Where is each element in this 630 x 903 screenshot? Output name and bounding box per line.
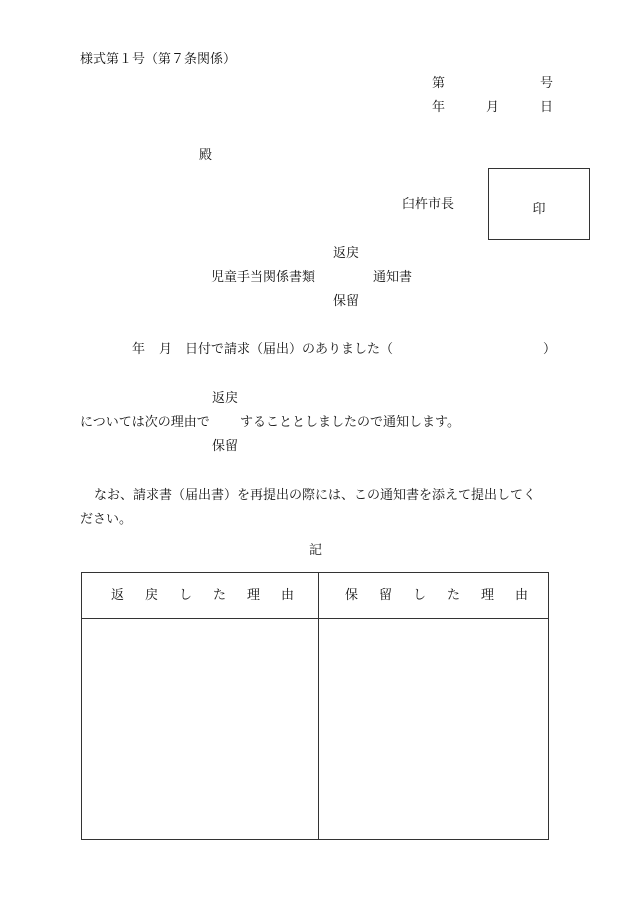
date-month-label: 月 [486, 100, 500, 115]
heading-main: 児童手当関係書類 [211, 270, 316, 285]
return-reason-cell[interactable] [82, 619, 318, 839]
document-number-suffix: 号 [540, 76, 554, 91]
date-day-label: 日 [540, 100, 554, 115]
body-reason-suffix: することとしましたので通知します。 [240, 415, 460, 430]
date-year-label: 年 [432, 100, 446, 115]
body-option-hold: 保留 [212, 439, 239, 454]
seal-box [488, 168, 590, 240]
heading-option-hold: 保留 [333, 294, 360, 309]
return-reason-header: 返戻した理由 [111, 588, 316, 603]
body-request-close: ） [543, 342, 557, 357]
hold-reason-cell[interactable] [319, 619, 548, 839]
body-year-label: 年 [132, 342, 146, 357]
seal-label: 印 [532, 202, 546, 217]
heading-notice: 通知書 [373, 270, 413, 285]
reasons-table [81, 572, 549, 840]
record-label: 記 [309, 543, 323, 558]
resubmission-note-line1: なお、請求書（届出書）を再提出の際には、この通知書を添えて提出してく [94, 488, 537, 503]
resubmission-note-line2: ださい。 [80, 512, 133, 527]
body-option-return: 返戻 [212, 391, 239, 406]
issuer-title: 臼杵市長 [402, 197, 455, 212]
document-number-prefix: 第 [432, 76, 446, 91]
heading-option-return: 返戻 [333, 246, 360, 261]
body-request-text: 日付で請求（届出）のありました（ [185, 342, 394, 357]
hold-reason-header: 保留した理由 [345, 588, 550, 603]
body-month-label: 月 [159, 342, 173, 357]
addressee-honorific: 殿 [199, 148, 213, 163]
body-reason-prefix: については次の理由で [80, 415, 210, 430]
form-number-label: 様式第１号（第７条関係） [80, 52, 237, 67]
